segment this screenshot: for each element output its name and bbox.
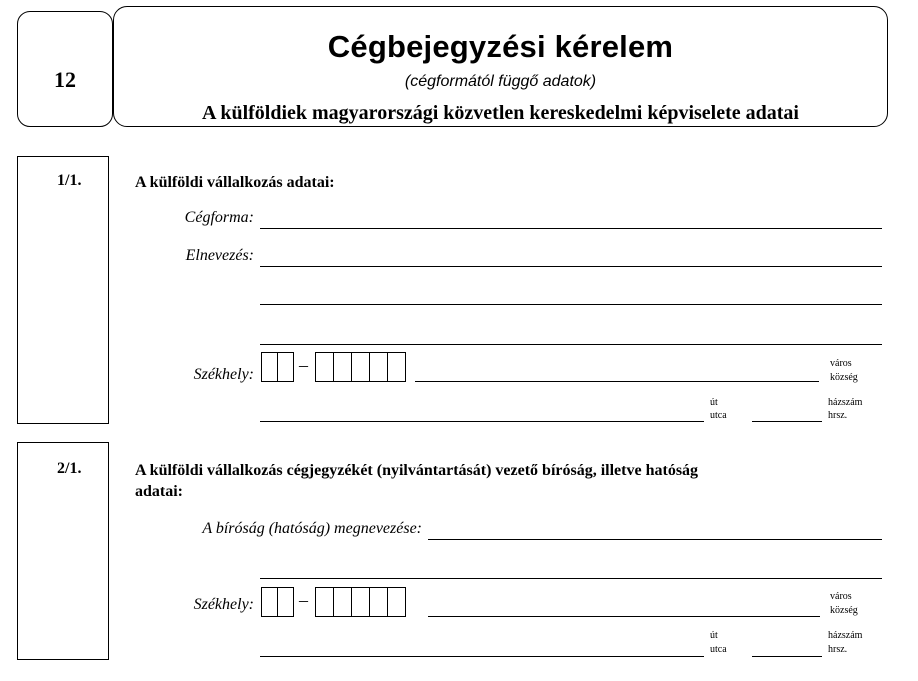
section2-heading-line2: adatai: (135, 483, 183, 500)
court-seat-street-field[interactable] (260, 656, 704, 657)
title-box (113, 6, 888, 127)
section2-heading-line1: A külföldi vállalkozás cégjegyzékét (nyilvántartását) vezető bíróság, illetve hatóság (135, 462, 699, 479)
postcode-cell[interactable] (261, 587, 278, 617)
company-form-label: Cégforma: (184, 209, 254, 226)
postcode-cell[interactable] (387, 587, 406, 617)
form-title: Cégbejegyzési kérelem (327, 29, 674, 64)
court-name-field-line2[interactable] (260, 578, 882, 579)
postcode-cell[interactable] (333, 587, 352, 617)
seat-postcode-boxes[interactable] (315, 352, 405, 382)
company-form-field[interactable] (260, 228, 882, 229)
seat-city-field[interactable] (415, 381, 819, 382)
city-label: város (830, 591, 852, 602)
form-subject: A külföldiek magyarországi közvetlen kereskedelmi képviselete adatai (201, 102, 799, 124)
village-label: község (830, 605, 858, 616)
postcode-cell[interactable] (277, 352, 294, 382)
name-field-line1[interactable] (260, 266, 882, 267)
section1-number: 1/1. (57, 172, 82, 189)
form-number-box (17, 11, 113, 127)
village-label: község (830, 372, 858, 383)
section1-margin-box (17, 156, 109, 424)
postcode-cell[interactable] (351, 587, 370, 617)
lot-number-label: hrsz. (828, 644, 848, 655)
court-seat-postcode-country-boxes[interactable] (261, 587, 293, 617)
seat-postcode-country-boxes[interactable] (261, 352, 293, 382)
name-label: Elnevezés: (185, 247, 254, 264)
seat-label: Székhely: (193, 366, 254, 383)
court-name-field-line1[interactable] (428, 539, 882, 540)
house-number-label: házszám (828, 630, 863, 641)
name-field-line3[interactable] (260, 344, 882, 345)
street-label: utca (710, 644, 727, 655)
court-name-label: A bíróság (hatóság) megnevezése: (202, 520, 422, 537)
postcode-cell[interactable] (387, 352, 406, 382)
postcode-dash: – (299, 355, 308, 375)
road-label: út (710, 397, 718, 408)
postcode-cell[interactable] (315, 352, 334, 382)
road-label: út (710, 630, 718, 641)
name-field-line2[interactable] (260, 304, 882, 305)
court-seat-postcode-boxes[interactable] (315, 587, 405, 617)
house-number-label: házszám (828, 397, 863, 408)
postcode-cell[interactable] (333, 352, 352, 382)
lot-number-label: hrsz. (828, 410, 848, 421)
postcode-cell[interactable] (369, 352, 388, 382)
court-seat-city-field[interactable] (428, 616, 820, 617)
seat-street-field[interactable] (260, 421, 704, 422)
section2-number: 2/1. (57, 460, 82, 477)
postcode-cell[interactable] (261, 352, 278, 382)
section1-heading: A külföldi vállalkozás adatai: (135, 174, 335, 191)
postcode-cell[interactable] (369, 587, 388, 617)
street-label: utca (710, 410, 727, 421)
form-number: 12 (54, 67, 76, 92)
postcode-cell[interactable] (277, 587, 294, 617)
form-subtitle: (cégformától függő adatok) (404, 73, 597, 90)
court-seat-house-number-field[interactable] (752, 656, 822, 657)
seat-house-number-field[interactable] (752, 421, 822, 422)
postcode-cell[interactable] (315, 587, 334, 617)
postcode-cell[interactable] (351, 352, 370, 382)
court-seat-label: Székhely: (193, 596, 254, 613)
city-label: város (830, 358, 852, 369)
postcode-dash: – (299, 590, 308, 610)
